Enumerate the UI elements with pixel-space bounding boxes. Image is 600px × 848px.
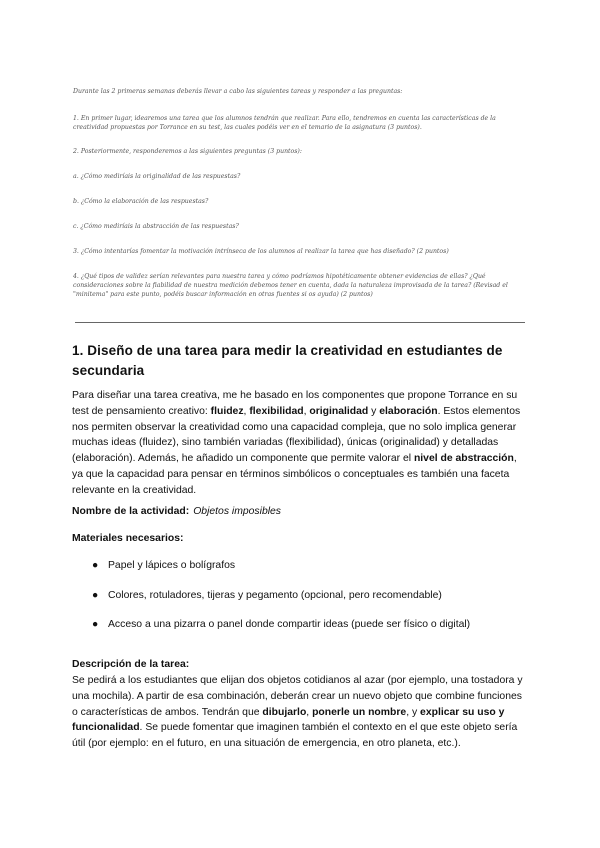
activity-label: Nombre de la actividad: (72, 506, 190, 517)
instruction-item-3: 3. ¿Cómo intentarías fomentar la motivación intrínseca de los alumnos al realizar la tarea que has diseñado? (2 puntos) (73, 248, 449, 255)
horizontal-divider (75, 322, 525, 323)
bullet-icon: ● (92, 619, 99, 630)
intro-paragraph: Para diseñar una tarea creativa, me he basado en los componentes que propone Torrance en su test de pensamiento creativo: fluidez, flexibilidad, originalidad y elaboración. Estos elementos nos permiten observar la creatividad como una capacidad compleja, que no solo implica generar muchas ideas (fluidez), sino también variadas (flexibilidad), únicas (originalidad) y detalladas (elaboración). Además, he añadido un componente que permite valorar el nivel de abstracción, ya que la capacidad para pensar en términos simbólicos o conceptuales es también una faceta relevante en la creatividad. (72, 390, 521, 496)
keyword-elaboracion: elaboración (379, 405, 438, 417)
description-label: Descripción de la tarea: (72, 659, 190, 670)
instruction-item-4: 4. ¿Qué tipos de validez serían relevantes para nuestra tarea y cómo podríamos hipotéticamente obtener evidencias de ellas? ¿Qué consideraciones sobre la fiabilidad de nuestra medición debemos tener en cuenta, dada la naturaleza improvisada de la tarea? (Revisad el "minitema" para este punto, podéis buscar información en otras fuentes si os ayuda) (2 puntos) (73, 273, 508, 298)
instruction-item-c: c. ¿Cómo mediríais la abstracción de las respuestas? (73, 223, 239, 230)
list-item: ● Colores, rotuladores, tijeras y pegamento (opcional, pero recomendable) (92, 590, 442, 601)
section-heading: 1. Diseño de una tarea para medir la creatividad en estudiantes de secundaria (72, 343, 503, 378)
description-paragraph: Se pedirá a los estudiantes que elijan dos objetos cotidianos al azar (por ejemplo, una tostadora y una mochila). A partir de esa combinación, deberán crear un nuevo objeto que combine funciones o características de ambos. Tendrán que dibujarlo, ponerle un nombre, y explicar su uso y funcionalidad. Se puede fomentar que imaginen también el contexto en el que este objeto sería útil (por ejemplo: en el futuro, en una situación de emergencia, en otro planeta, etc.). (72, 675, 523, 750)
bullet-icon: ● (92, 590, 99, 601)
keyword-fluidez: fluidez (210, 405, 244, 417)
instruction-item-b: b. ¿Cómo la elaboración de las respuestas? (73, 198, 209, 205)
keyword-originalidad: originalidad (309, 405, 369, 417)
bullet-icon: ● (92, 560, 99, 571)
instruction-item-1: 1. En primer lugar, idearemos una tarea que los alumnos tendrán que realizar. Para ello, tendremos en cuenta las características de la creatividad propuestas por Torrance en su test, las cuales podéis ver en el temario de la asignatura (3 puntos). (73, 115, 496, 131)
materials-label: Materiales necesarios: (72, 533, 184, 544)
instructions-intro: Durante las 2 primeras semanas deberás llevar a cabo las siguientes tareas y responder a las preguntas: (73, 88, 403, 95)
activity-name: Objetos imposibles (193, 506, 282, 517)
list-item: ● Papel y lápices o bolígrafos (92, 560, 236, 571)
instruction-item-a: a. ¿Cómo mediríais la originalidad de las respuestas? (73, 173, 241, 180)
keyword-flexibilidad: flexibilidad (249, 405, 304, 417)
instruction-item-2: 2. Posteriormente, responderemos a las siguientes preguntas (3 puntos): (73, 148, 302, 155)
keyword-nivel-abstraccion: nivel de abstracción (413, 453, 514, 465)
list-item: ● Acceso a una pizarra o panel donde compartir ideas (puede ser físico o digital) (92, 619, 471, 630)
activity-name-line (72, 506, 281, 517)
